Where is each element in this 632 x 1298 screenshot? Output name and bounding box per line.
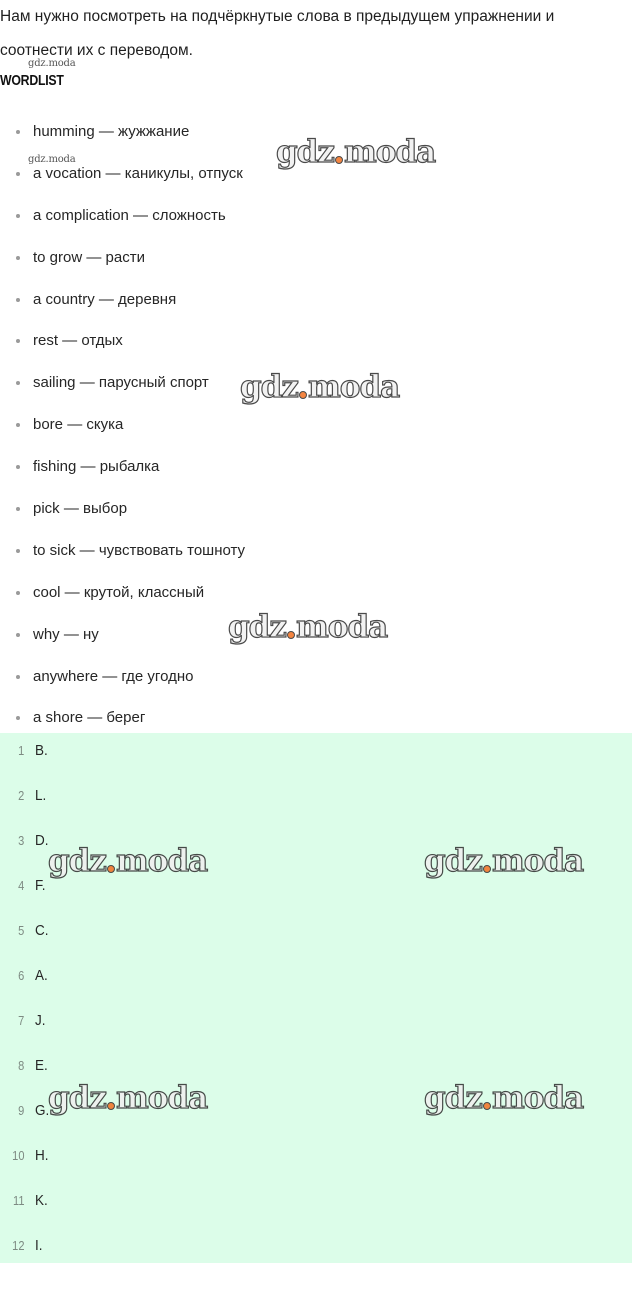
watermark: gdz moda	[228, 609, 388, 645]
answer-number: 6	[17, 968, 24, 983]
answer-value: G.	[35, 1102, 50, 1119]
answer-row	[0, 868, 632, 913]
bullet-icon	[16, 633, 20, 637]
bullet-icon	[16, 675, 20, 679]
wordlist-item: a vocation — каникулы, отпуск	[0, 153, 632, 195]
wordlist	[0, 111, 632, 739]
answer-row	[0, 823, 632, 868]
watermark: gdz moda	[48, 1080, 208, 1116]
answer-row	[0, 733, 632, 778]
watermark: gdz moda	[48, 843, 208, 879]
bullet-icon	[16, 507, 20, 511]
answer-row	[0, 913, 632, 958]
wordlist-item: anywhere — где угодно	[0, 656, 632, 698]
answer-value: L.	[35, 787, 47, 804]
answer-row	[0, 1048, 632, 1093]
small-watermark: gdz.moda	[28, 154, 76, 165]
answer-number: 1	[17, 743, 24, 758]
bullet-icon	[16, 130, 20, 134]
answer-row	[0, 778, 632, 823]
answer-value: J.	[35, 1012, 46, 1029]
answer-row	[0, 1228, 632, 1273]
answer-row	[0, 1183, 632, 1228]
wordlist-item: rest — отдых	[0, 320, 632, 362]
answer-list	[0, 733, 632, 1273]
answer-number: 5	[17, 923, 24, 938]
wordlist-item: to grow — расти	[0, 237, 632, 279]
answer-number: 10	[11, 1148, 24, 1163]
watermark: gdz moda	[240, 369, 400, 405]
wordlist-item: humming — жужжание	[0, 111, 632, 153]
bullet-icon	[16, 591, 20, 595]
answer-number: 7	[17, 1013, 24, 1028]
bullet-icon	[16, 339, 20, 343]
bullet-icon	[16, 423, 20, 427]
intro-paragraph: Нам нужно посмотреть на подчёркнутые слова в предыдущем упражнении и соотнести их с переводом.	[0, 8, 555, 59]
bullet-icon	[16, 298, 20, 302]
watermark: gdz moda	[424, 843, 584, 879]
bullet-icon	[16, 465, 20, 469]
answer-value: A.	[35, 967, 48, 984]
wordlist-item: bore — скука	[0, 404, 632, 446]
answer-value: F.	[35, 877, 46, 894]
wordlist-item: a complication — сложность	[0, 195, 632, 237]
wordlist-item: to sick — чувствовать тошноту	[0, 530, 632, 572]
wordlist-item: sailing — парусный спорт	[0, 362, 632, 404]
answer-value: H.	[35, 1147, 49, 1164]
answer-value: C.	[35, 922, 49, 939]
wordlist-item: pick — выбор	[0, 488, 632, 530]
answer-value: I.	[35, 1237, 43, 1254]
wordlist-item: cool — крутой, классный	[0, 572, 632, 614]
answer-number: 11	[12, 1193, 24, 1208]
answer-value: B.	[35, 742, 48, 759]
wordlist-item: why — ну	[0, 614, 632, 656]
bullet-icon	[16, 214, 20, 218]
small-watermark: gdz.moda	[28, 58, 76, 69]
answer-value: K.	[35, 1192, 48, 1209]
bullet-icon	[16, 381, 20, 385]
answer-row	[0, 1138, 632, 1183]
answer-number: 4	[17, 878, 24, 893]
answer-number: 3	[17, 833, 24, 848]
bullet-icon	[16, 716, 20, 720]
wordlist-heading: WORDLIST	[0, 72, 64, 89]
watermark: gdz moda	[276, 134, 436, 170]
bullet-icon	[16, 172, 20, 176]
wordlist-item: a country — деревня	[0, 279, 632, 321]
answer-value: E.	[35, 1057, 48, 1074]
answer-value: D.	[35, 832, 49, 849]
answer-number: 9	[17, 1103, 24, 1118]
answer-row	[0, 1003, 632, 1048]
answer-number: 8	[17, 1058, 24, 1073]
wordlist-item: fishing — рыбалка	[0, 446, 632, 488]
wordlist-item: a shore — берег	[0, 697, 632, 739]
answer-row	[0, 1093, 632, 1138]
watermark: gdz moda	[424, 1080, 584, 1116]
bullet-icon	[16, 549, 20, 553]
answer-row	[0, 958, 632, 1003]
answer-number: 12	[11, 1238, 24, 1253]
bullet-icon	[16, 256, 20, 260]
answers-block	[0, 733, 632, 1263]
answer-number: 2	[17, 788, 24, 803]
